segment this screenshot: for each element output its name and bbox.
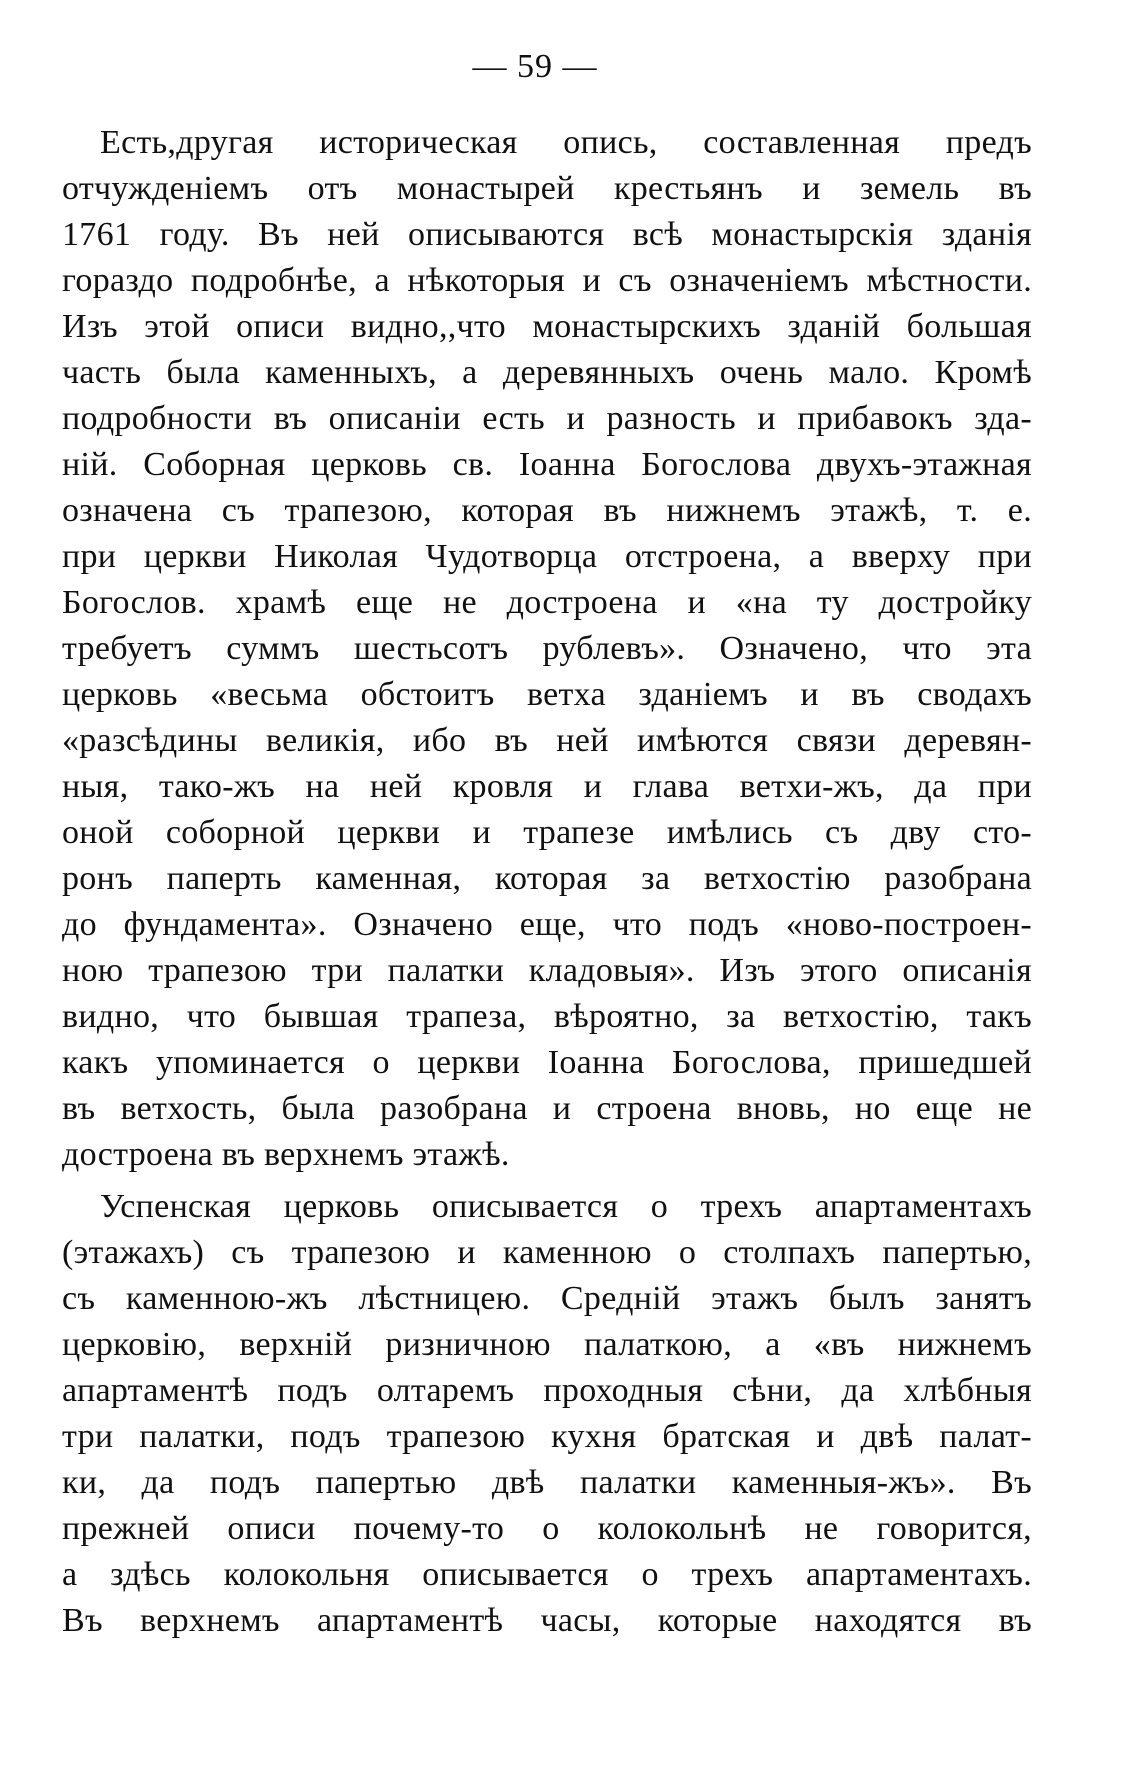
text-line: Богослов. храмѣ еще не достроена и «на ту достройку [62,584,1032,621]
text-line: въ ветхость, была разобрана и строена вновь, но еще не [62,1090,1032,1127]
page-number: — 59 — [472,48,598,85]
text-line: гораздо подробнѣе, а нѣкоторыя и съ означеніемъ мѣстности. [62,262,1032,299]
text-line: церковь «весьма обстоитъ ветха зданіемъ и въ сводахъ [62,676,1032,713]
text-line: ки, да подъ папертью двѣ палатки каменныя-жъ». Въ [62,1464,1032,1501]
text-line: подробности въ описаніи есть и разность и прибавокъ зда- [62,400,1032,437]
text-line: апартаментѣ подъ олтаремъ проходныя сѣни, да хлѣбныя [62,1372,1032,1409]
text-line: ныя, тако-жъ на ней кровля и глава ветхи-жъ, да при [62,768,1032,805]
text-line: при церкви Николая Чудотворца отстроена, а вверху при [62,538,1032,575]
text-line: требуетъ суммъ шестьсотъ рублевъ». Означено, что эта [62,630,1032,667]
body-text [62,120,1032,1644]
text-line: часть была каменныхъ, а деревянныхъ очень мало. Кромѣ [62,354,1032,391]
text-line: до фундамента». Означено еще, что подъ «ново-построен- [62,906,1032,943]
text-line: видно, что бывшая трапеза, вѣроятно, за ветхостію, такъ [62,998,1032,1035]
text-line: 1761 году. Въ ней описываются всѣ монастырскія зданія [62,216,1032,253]
text-line: Изъ этой описи видно,,что монастырскихъ зданій большая [62,308,1032,345]
text-line: церковію, верхній ризничною палаткою, а «въ нижнемъ [62,1326,1032,1363]
text-line: означена съ трапезою, которая въ нижнемъ этажѣ, т. е. [62,492,1032,529]
paragraph-2 [62,1184,1032,1644]
text-line: Успенская церковь описывается о трехъ апартаментахъ [100,1188,1032,1225]
text-line: достроена въ верхнемъ этажѣ. [62,1136,510,1173]
text-line: ній. Соборная церковь св. Іоанна Богослова двухъ-этажная [62,446,1032,483]
text-line: «разсѣдины великія, ибо въ ней имѣются связи деревян- [62,722,1032,759]
paragraph-1 [62,120,1032,1178]
text-line: ронъ паперть каменная, которая за ветхостію разобрана [62,860,1032,897]
text-line: ною трапезою три палатки кладовыя». Изъ этого описанія [62,952,1032,989]
text-line: Есть,другая историческая опись, составленная предъ [100,124,1032,161]
text-line: съ каменною-жъ лѣстницею. Средній этажъ былъ занятъ [62,1280,1032,1317]
text-line: три палатки, подъ трапезою кухня братская и двѣ палат- [62,1418,1032,1455]
text-line: Въ верхнемъ апартаментѣ часы, которые находятся въ [62,1602,1032,1639]
text-line: прежней описи почему-то о колокольнѣ не говорится, [62,1510,1032,1547]
text-line: отчужденіемъ отъ монастырей крестьянъ и земель въ [62,170,1032,207]
text-line: оной соборной церкви и трапезе имѣлись съ дву сто- [62,814,1032,851]
text-line: (этажахъ) съ трапезою и каменною о столпахъ папертью, [62,1234,1032,1271]
text-line: а здѣсь колокольня описывается о трехъ апартаментахъ. [62,1556,1032,1593]
text-line: какъ упоминается о церкви Іоанна Богослова, пришедшей [62,1044,1032,1081]
